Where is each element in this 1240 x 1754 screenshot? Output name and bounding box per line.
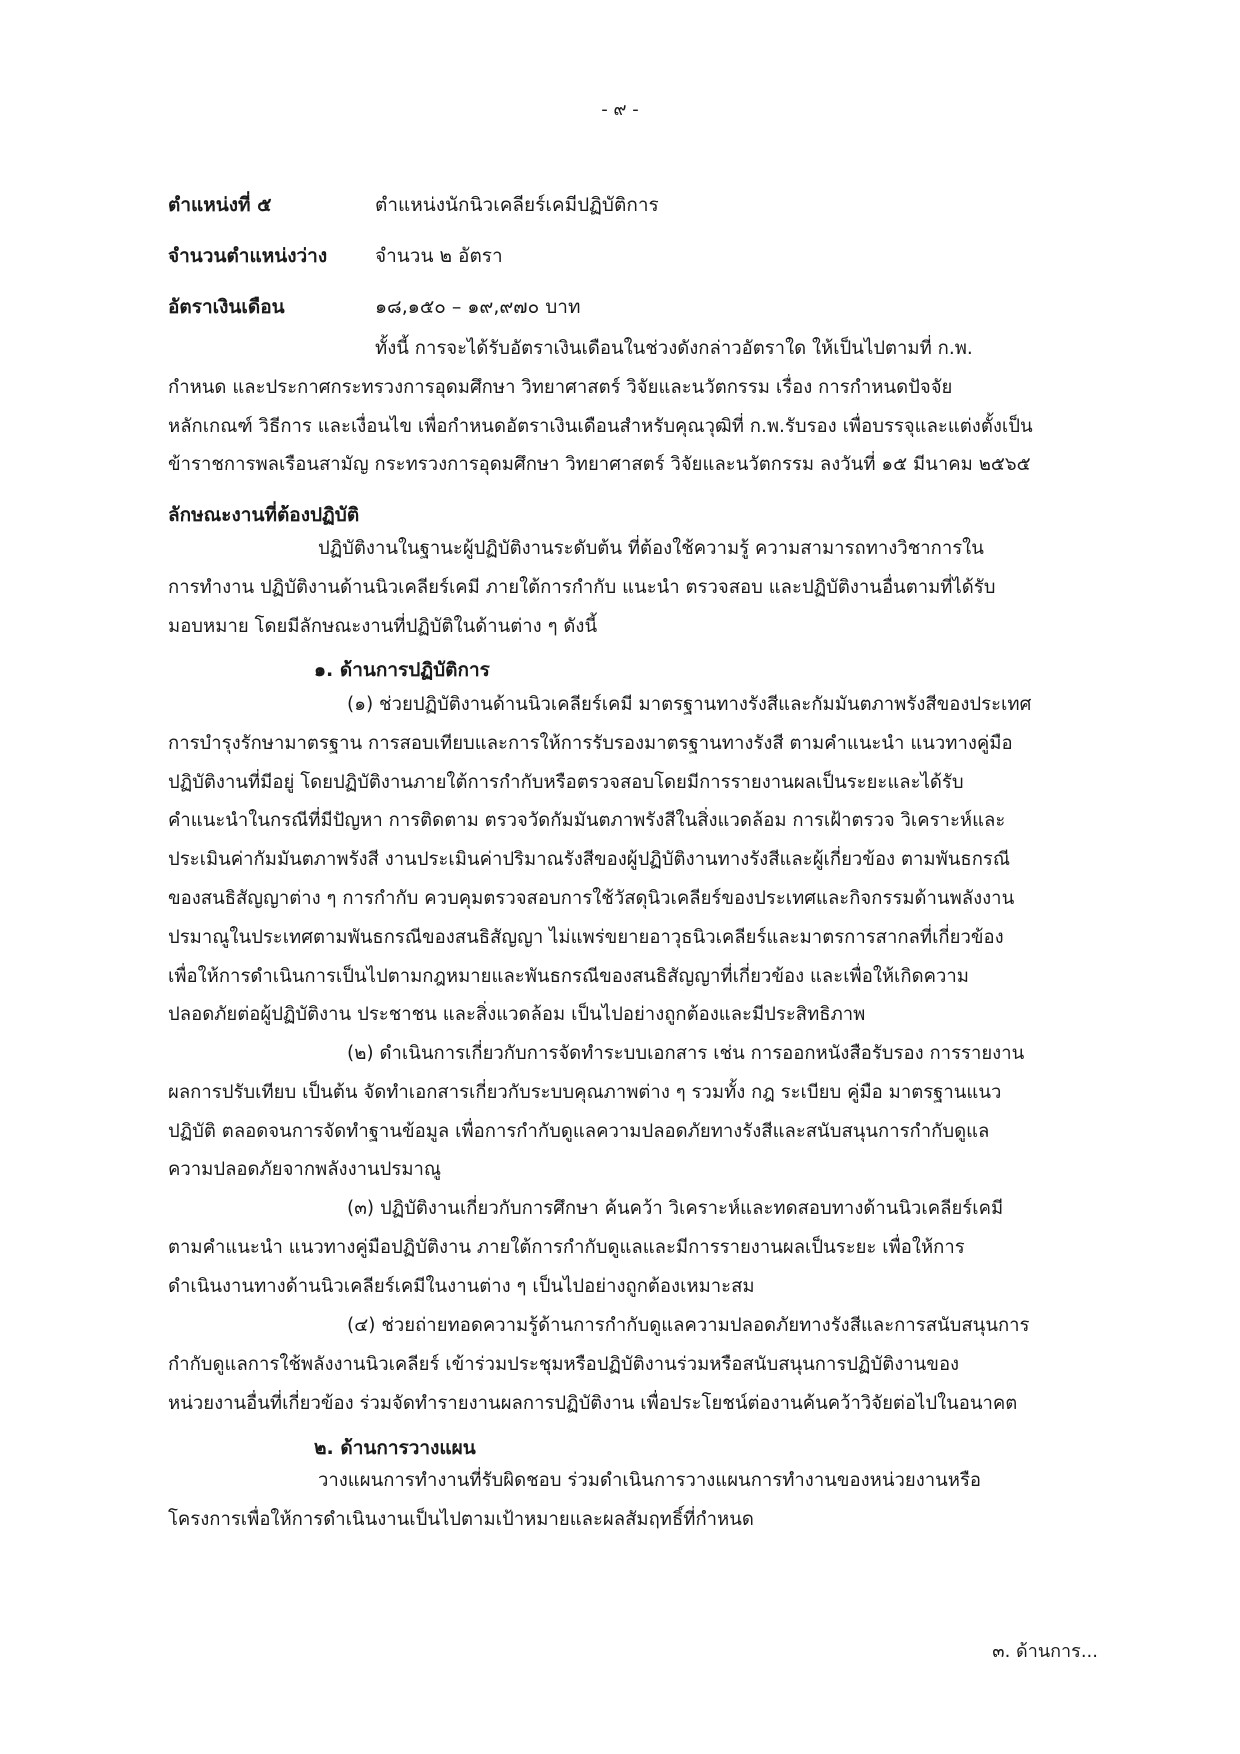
item1-line: ปฏิบัติงานที่มีอยู่ โดยปฏิบัติงานภายใต้การกำกับหรือตรวจสอบโดยมีการรายงานผลเป็นระยะและได้รับ [168,771,964,793]
salary-note [168,330,1118,485]
section1-item4 [168,1307,1118,1423]
item4-line: กำกับดูแลการใช้พลังงานนิวเคลียร์ เข้าร่วมประชุมหรือปฏิบัติงานร่วมหรือสนับสนุนการปฏิบัติงานของ [168,1353,960,1375]
vacancies-value: จำนวน ๒ อัตรา [375,245,503,267]
item1-line: ของสนธิสัญญาต่าง ๆ การกำกับ ควบคุมตรวจสอบการใช้วัสดุนิวเคลียร์ของประเทศและกิจกรรมด้านพลังงาน [168,887,1015,909]
section1-item3 [168,1190,1118,1306]
job-intro-line: ปฏิบัติงานในฐานะผู้ปฏิบัติงานระดับต้น ที่ต้องใช้ความรู้ ความสามารถทางวิชาการใน [318,538,984,559]
salary-label: อัตราเงินเดือน [168,296,285,318]
item3-line: ดำเนินงานทางด้านนิวเคลียร์เคมีในงานต่าง ๆ เป็นไปอย่างถูกต้องเหมาะสม [168,1275,755,1297]
section1-heading: ๑. ด้านการปฏิบัติการ [314,659,490,681]
salary-value: ๑๘,๑๕๐ – ๑๙,๙๗๐ บาท [375,296,581,318]
section2-line: วางแผนการทำงานที่รับผิดชอบ ร่วมดำเนินการวางแผนการทำงานของหน่วยงานหรือ [318,1470,982,1491]
item3-line: (๓) ปฏิบัติงานเกี่ยวกับการศึกษา ค้นคว้า วิเคราะห์และทดสอบทางด้านนิวเคลียร์เคมี [347,1198,1004,1219]
item1-line: (๑) ช่วยปฏิบัติงานด้านนิวเคลียร์เคมี มาตรฐานทางรังสีและกัมมันตภาพรังสีของประเทศ [347,694,1032,715]
job-intro [168,530,1118,646]
item1-line: คำแนะนำในกรณีที่มีปัญหา การติดตาม ตรวจวัดกัมมันตภาพรังสีในสิ่งแวดล้อม การเฝ้าตรวจ วิเคราะห์และ [168,810,1006,832]
item2-line: (๒) ดำเนินการเกี่ยวกับการจัดทำระบบเอกสาร เช่น การออกหนังสือรับรอง การรายงาน [347,1043,1025,1064]
position-value: ตำแหน่งนักนิวเคลียร์เคมีปฏิบัติการ [375,194,659,216]
salary-note-line: ข้าราชการพลเรือนสามัญ กระทรวงการอุดมศึกษา วิทยาศาสตร์ วิจัยและนวัตกรรม ลงวันที่ ๑๕ มีนาคม ๒๕๖๕ [168,454,1031,476]
section1-item1 [168,686,1118,1035]
vacancies-label: จำนวนตำแหน่งว่าง [168,245,328,267]
item2-line: ผลการปรับเทียบ เป็นต้น จัดทำเอกสารเกี่ยวกับระบบคุณภาพต่าง ๆ รวมทั้ง กฎ ระเบียบ คู่มือ มาตรฐานแนว [168,1081,1002,1103]
salary-note-line: ทั้งนี้ การจะได้รับอัตราเงินเดือนในช่วงดังกล่าวอัตราใด ให้เป็นไปตามที่ ก.พ. [375,338,973,359]
section2-heading: ๒. ด้านการวางแผน [314,1437,476,1459]
job-intro-line: การทำงาน ปฏิบัติงานด้านนิวเคลียร์เคมี ภายใต้การกำกับ แนะนำ ตรวจสอบ และปฏิบัติงานอื่นตามที่ได้รับ [168,576,996,598]
item4-line: หน่วยงานอื่นที่เกี่ยวข้อง ร่วมจัดทำรายงานผลการปฏิบัติงาน เพื่อประโยชน์ต่องานค้นคว้าวิจัยต่อไปในอนาคต [168,1392,1018,1414]
item1-line: เพื่อให้การดำเนินการเป็นไปตามกฎหมายและพันธกรณีของสนธิสัญญาที่เกี่ยวข้อง และเพื่อให้เกิดความ [168,965,969,987]
salary-note-line: หลักเกณฑ์ วิธีการ และเงื่อนไข เพื่อกำหนดอัตราเงินเดือนสำหรับคุณวุฒิที่ ก.พ.รับรอง เพื่อบรรจุและแต่งตั้งเป็น [168,415,1033,437]
item1-line: ปลอดภัยต่อผู้ปฏิบัติงาน ประชาชน และสิ่งแวดล้อม เป็นไปอย่างถูกต้องและมีประสิทธิภาพ [168,1004,866,1026]
item4-line: (๔) ช่วยถ่ายทอดความรู้ด้านการกำกับดูแลความปลอดภัยทางรังสีและการสนับสนุนการ [347,1315,1030,1336]
job-description-heading: ลักษณะงานที่ต้องปฏิบัติ [168,504,360,526]
section2-body [168,1462,1118,1540]
job-intro-line: มอบหมาย โดยมีลักษณะงานที่ปฏิบัติในด้านต่าง ๆ ดังนี้ [168,615,598,637]
page-number: - ๙ - [601,99,639,120]
item2-line: ความปลอดภัยจากพลังงานปรมาณู [168,1159,442,1181]
item2-line: ปฏิบัติ ตลอดจนการจัดทำฐานข้อมูล เพื่อการกำกับดูแลความปลอดภัยทางรังสีและสนับสนุนการกำกับดูแล [168,1120,990,1142]
position-label: ตำแหน่งที่ ๕ [168,194,272,216]
item1-line: การบำรุงรักษามาตรฐาน การสอบเทียบและการให้การรับรองมาตรฐานทางรังสี ตามคำแนะนำ แนวทางคู่มือ [168,732,1013,754]
item1-line: ปรมาณูในประเทศตามพันธกรณีของสนธิสัญญา ไม่แพร่ขยายอาวุธนิวเคลียร์และมาตรการสากลที่เกี่ยวข้อง [168,926,1004,948]
item1-line: ประเมินค่ากัมมันตภาพรังสี งานประเมินค่าปริมาณรังสีของผู้ปฏิบัติงานทางรังสีและผู้เกี่ยวข้อง ตามพันธกรณี [168,849,1011,871]
item3-line: ตามคำแนะนำ แนวทางคู่มือปฏิบัติงาน ภายใต้การกำกับดูแลและมีการรายงานผลเป็นระยะ เพื่อให้การ [168,1236,965,1258]
section2-line: โครงการเพื่อให้การดำเนินงานเป็นไปตามเป้าหมายและผลสัมฤทธิ์ที่กำหนด [168,1508,754,1530]
salary-note-line: กำหนด และประกาศกระทรวงการอุดมศึกษา วิทยาศาสตร์ วิจัยและนวัตกรรม เรื่อง การกำหนดปัจจัย [168,376,953,398]
continuation-marker: ๓. ด้านการ... [992,1641,1098,1662]
section1-item2 [168,1035,1118,1190]
